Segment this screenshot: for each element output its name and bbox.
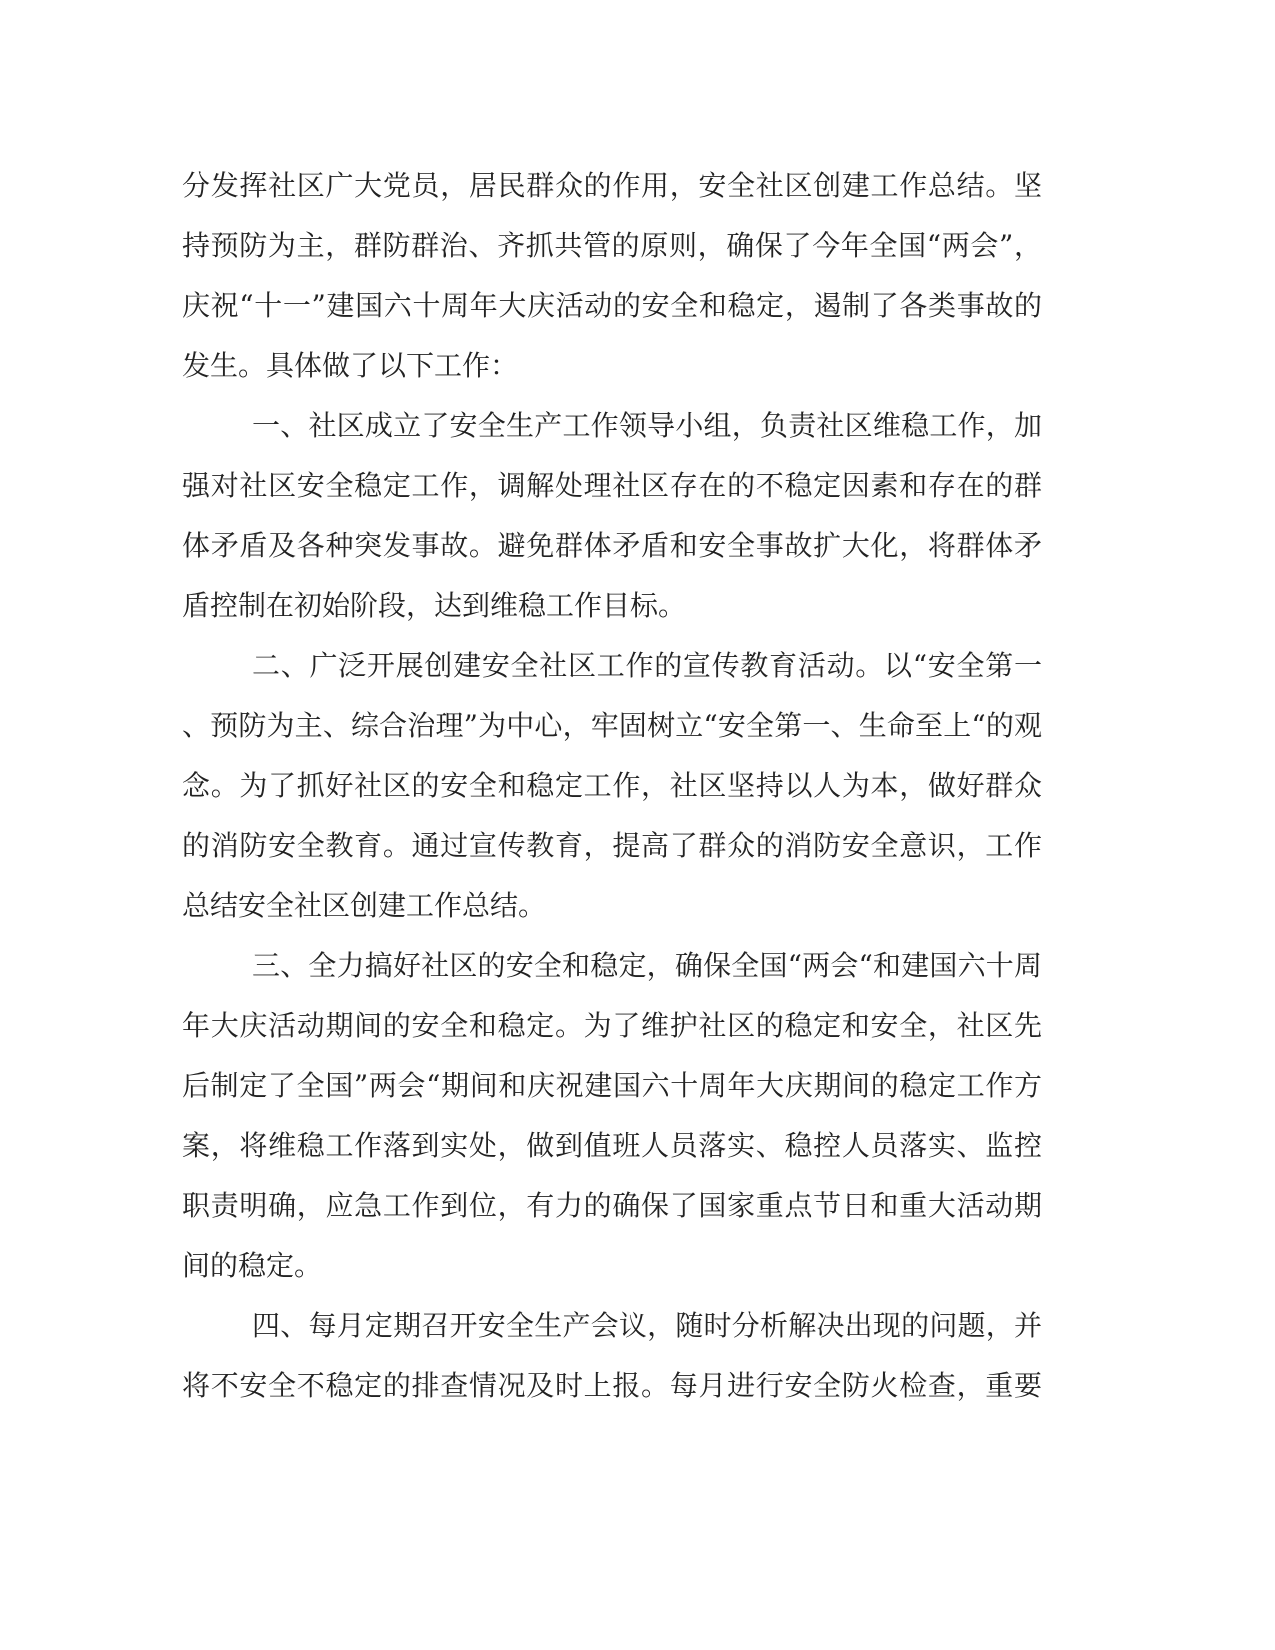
text-line: 的消防安全教育。通过宣传教育，提高了群众的消防安全意识，工作: [182, 829, 1042, 862]
text-line: 发生。具体做了以下工作：: [182, 349, 519, 382]
paragraph-item-2: [182, 636, 1042, 936]
text-line: 、预防为主、综合治理”为中心，牢固树立“安全第一、生命至上“的观: [182, 709, 1042, 742]
text-line: 总结安全社区创建工作总结。: [182, 889, 547, 922]
text-line: 庆祝“十一”建国六十周年大庆活动的安全和稳定，遏制了各类事故的: [182, 289, 1042, 322]
text-line: 间的稳定。: [182, 1249, 323, 1282]
text-line: 持预防为主，群防群治、齐抓共管的原则，确保了今年全国“两会”，: [182, 229, 1042, 262]
text-line: 二、广泛开展创建安全社区工作的宣传教育活动。以“安全第一: [252, 649, 1042, 682]
paragraph-item-3: [182, 936, 1042, 1296]
text-line: 职责明确，应急工作到位，有力的确保了国家重点节日和重大活动期: [182, 1189, 1042, 1222]
text-line: 四、每月定期召开安全生产会议，随时分析解决出现的问题，并: [252, 1309, 1042, 1342]
text-line: 后制定了全国”两会“期间和庆祝建国六十周年大庆期间的稳定工作方: [182, 1069, 1042, 1102]
text-line: 三、全力搞好社区的安全和稳定，确保全国“两会“和建国六十周: [252, 949, 1042, 982]
paragraph-item-4: [182, 1296, 1042, 1416]
paragraph-item-1: [182, 396, 1042, 636]
text-line: 体矛盾及各种突发事故。避免群体矛盾和安全事故扩大化，将群体矛: [182, 529, 1042, 562]
document-body: [182, 156, 1042, 1416]
text-line: 念。为了抓好社区的安全和稳定工作，社区坚持以人为本，做好群众: [182, 769, 1042, 802]
paragraph-intro: [182, 156, 1042, 396]
text-line: 案，将维稳工作落到实处，做到值班人员落实、稳控人员落实、监控: [182, 1129, 1042, 1162]
text-line: 一、社区成立了安全生产工作领导小组，负责社区维稳工作，加: [252, 409, 1042, 442]
text-line: 强对社区安全稳定工作，调解处理社区存在的不稳定因素和存在的群: [182, 469, 1042, 502]
text-line: 分发挥社区广大党员，居民群众的作用，安全社区创建工作总结。坚: [182, 169, 1042, 202]
text-line: 将不安全不稳定的排查情况及时上报。每月进行安全防火检查，重要: [182, 1369, 1042, 1402]
text-line: 盾控制在初始阶段，达到维稳工作目标。: [182, 589, 687, 622]
text-line: 年大庆活动期间的安全和稳定。为了维护社区的稳定和安全，社区先: [182, 1009, 1042, 1042]
